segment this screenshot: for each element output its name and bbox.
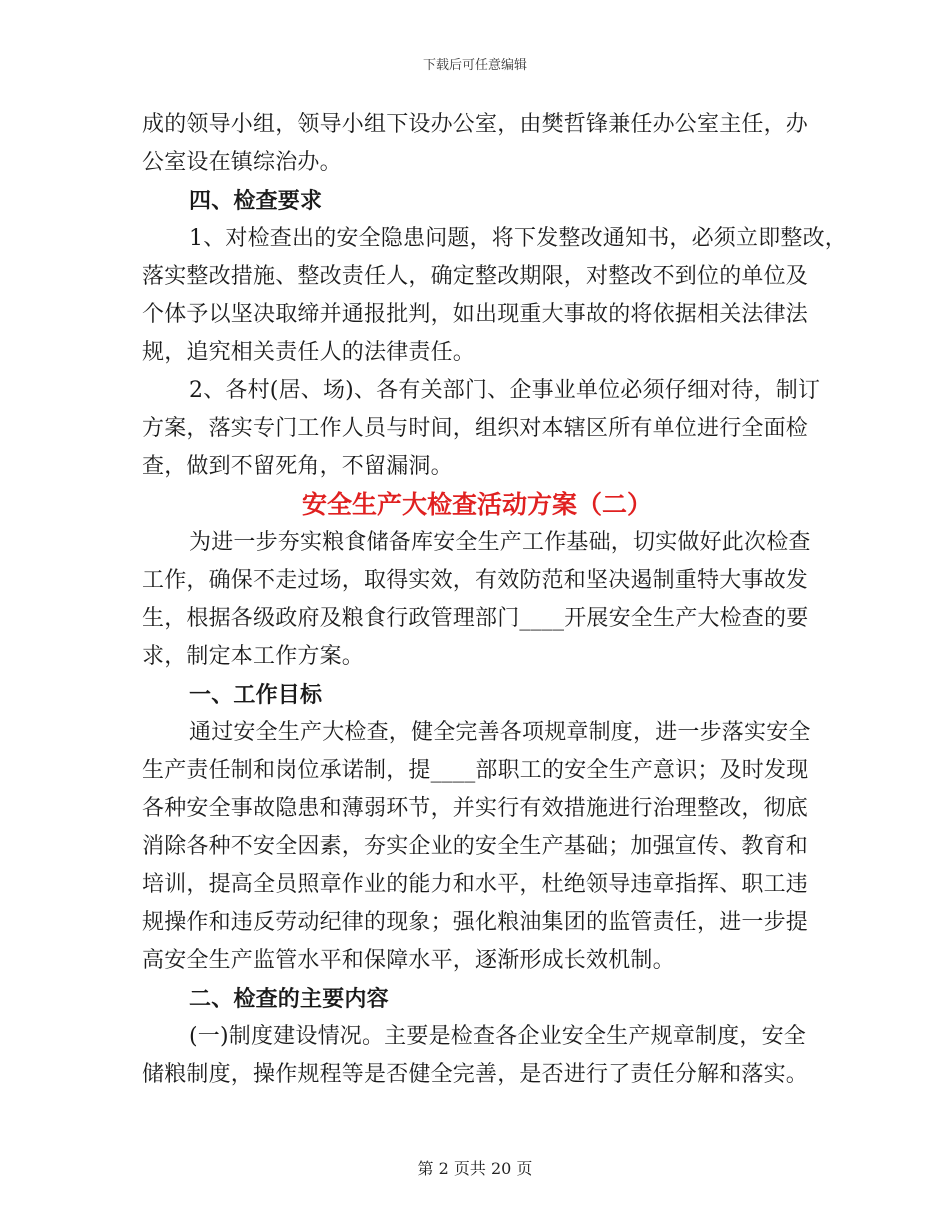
body-line: 规，追究相关责任人的法律责任。 [142, 340, 476, 365]
section-heading: 一、工作目标 [189, 682, 323, 708]
body-line: 生，根据各级政府及粮食行政管理部门____开展安全生产大检查的要 [142, 606, 809, 631]
body-line: 查，做到不留死角，不留漏洞。 [142, 454, 453, 479]
body-line: 个体予以坚决取缔并通报批判，如出现重大事故的将依据相关法律法 [142, 302, 809, 327]
body-line: 为进一步夯实粮食储备库安全生产工作基础，切实做好此次检查 [189, 530, 811, 555]
body-line: 储粮制度，操作规程等是否健全完善，是否进行了责任分解和落实。 [142, 1062, 809, 1087]
body-line: 1、对检查出的安全隐患问题，将下发整改通知书，必须立即整改， [189, 226, 847, 251]
body-line: 消除各种不安全因素，夯实企业的安全生产基础；加强宣传、教育和 [142, 834, 809, 859]
page-footer: 第 2 页共 20 页 [417, 1159, 533, 1178]
page-header: 下载后可任意编辑 [422, 58, 527, 73]
body-line: 2、各村(居、场)、各有关部门、企事业单位必须仔细对待，制订 [189, 378, 821, 403]
body-line: (一)制度建设情况。主要是检查各企业安全生产规章制度，安全 [189, 1024, 806, 1049]
document-title: 安全生产大检查活动方案（二） [301, 490, 652, 519]
body-line: 工作，确保不走过场，取得实效，有效防范和坚决遏制重特大事故发 [142, 568, 809, 593]
body-line: 公室设在镇综治办。 [142, 150, 342, 175]
document-body [142, 106, 847, 1094]
body-line: 培训，提高全员照章作业的能力和水平，杜绝领导违章指挥、职工违 [142, 872, 809, 897]
body-line: 落实整改措施、整改责任人，确定整改期限，对整改不到位的单位及 [142, 264, 809, 289]
body-line: 规操作和违反劳动纪律的现象；强化粮油集团的监管责任，进一步提 [142, 910, 809, 935]
body-line: 各种安全事故隐患和薄弱环节，并实行有效措施进行治理整改，彻底 [142, 796, 809, 821]
body-line: 通过安全生产大检查，健全完善各项规章制度，进一步落实安全 [189, 720, 811, 745]
body-line: 方案，落实专门工作人员与时间，组织对本辖区所有单位进行全面检 [142, 416, 809, 441]
body-line: 求，制定本工作方案。 [142, 644, 365, 669]
body-line: 成的领导小组，领导小组下设办公室，由樊哲锋兼任办公室主任，办 [142, 112, 809, 137]
body-line: 高安全生产监管水平和保障水平，逐渐形成长效机制。 [142, 948, 675, 973]
section-heading: 二、检查的主要内容 [189, 986, 389, 1012]
section-heading: 四、检查要求 [189, 188, 323, 214]
body-line: 生产责任制和岗位承诺制，提____部职工的安全生产意识；及时发现 [142, 758, 809, 783]
